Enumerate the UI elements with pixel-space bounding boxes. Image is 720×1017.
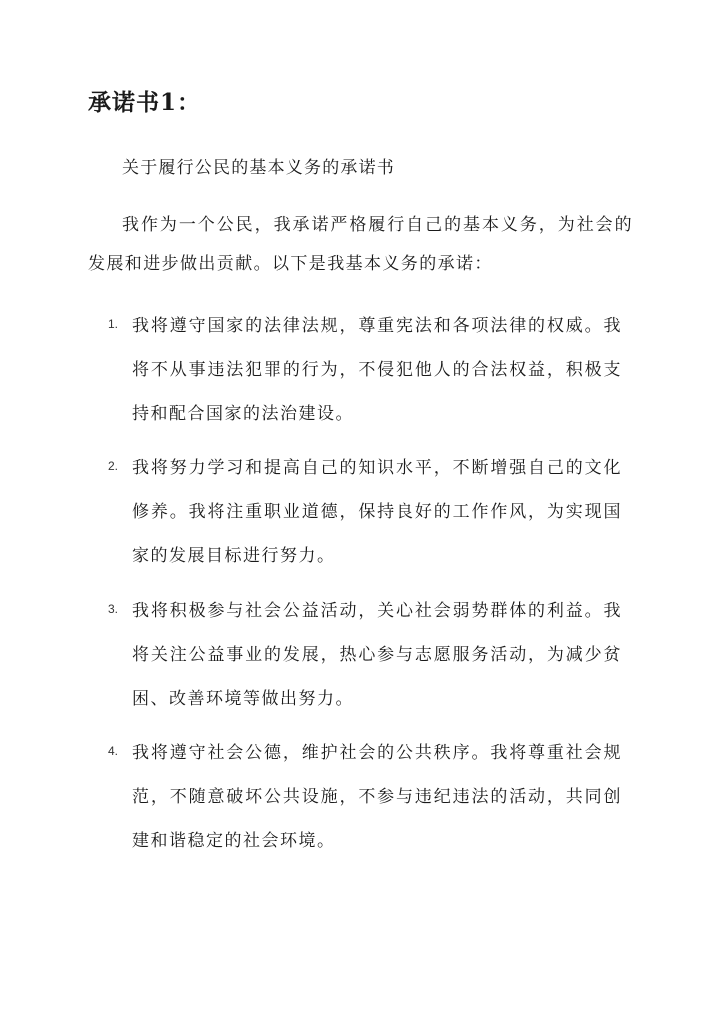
- document-subtitle: 关于履行公民的基本义务的承诺书: [122, 158, 395, 178]
- list-item-text: 我将积极参与社会公益活动，关心社会弱势群体的利益。我将关注公益事业的发展，热心参与志愿服务活动，为减少贫困、改善环境等做出努力。: [132, 601, 622, 709]
- document-heading: 承诺书1：: [88, 89, 202, 116]
- list-item-number: 2.: [108, 459, 119, 473]
- list-item-text: 我将努力学习和提高自己的知识水平，不断增强自己的文化修养。我将注重职业道德，保持良好的工作作风，为实现国家的发展目标进行努力。: [132, 458, 622, 566]
- list-item-number: 4.: [108, 744, 119, 758]
- list-item-text: 我将遵守社会公德，维护社会的公共秩序。我将尊重社会规范，不随意破坏公共设施，不参与违纪违法的活动，共同创建和谐稳定的社会环境。: [132, 743, 622, 851]
- list-item-number: 3.: [108, 602, 119, 616]
- intro-paragraph: 我作为一个公民，我承诺严格履行自己的基本义务，为社会的发展和进步做出贡献。以下是我基本义务的承诺：: [88, 215, 633, 274]
- list-item-text: 我将遵守国家的法律法规，尊重宪法和各项法律的权威。我将不从事违法犯罪的行为，不侵犯他人的合法权益，积极支持和配合国家的法治建设。: [132, 316, 622, 424]
- list-item-number: 1.: [108, 317, 119, 331]
